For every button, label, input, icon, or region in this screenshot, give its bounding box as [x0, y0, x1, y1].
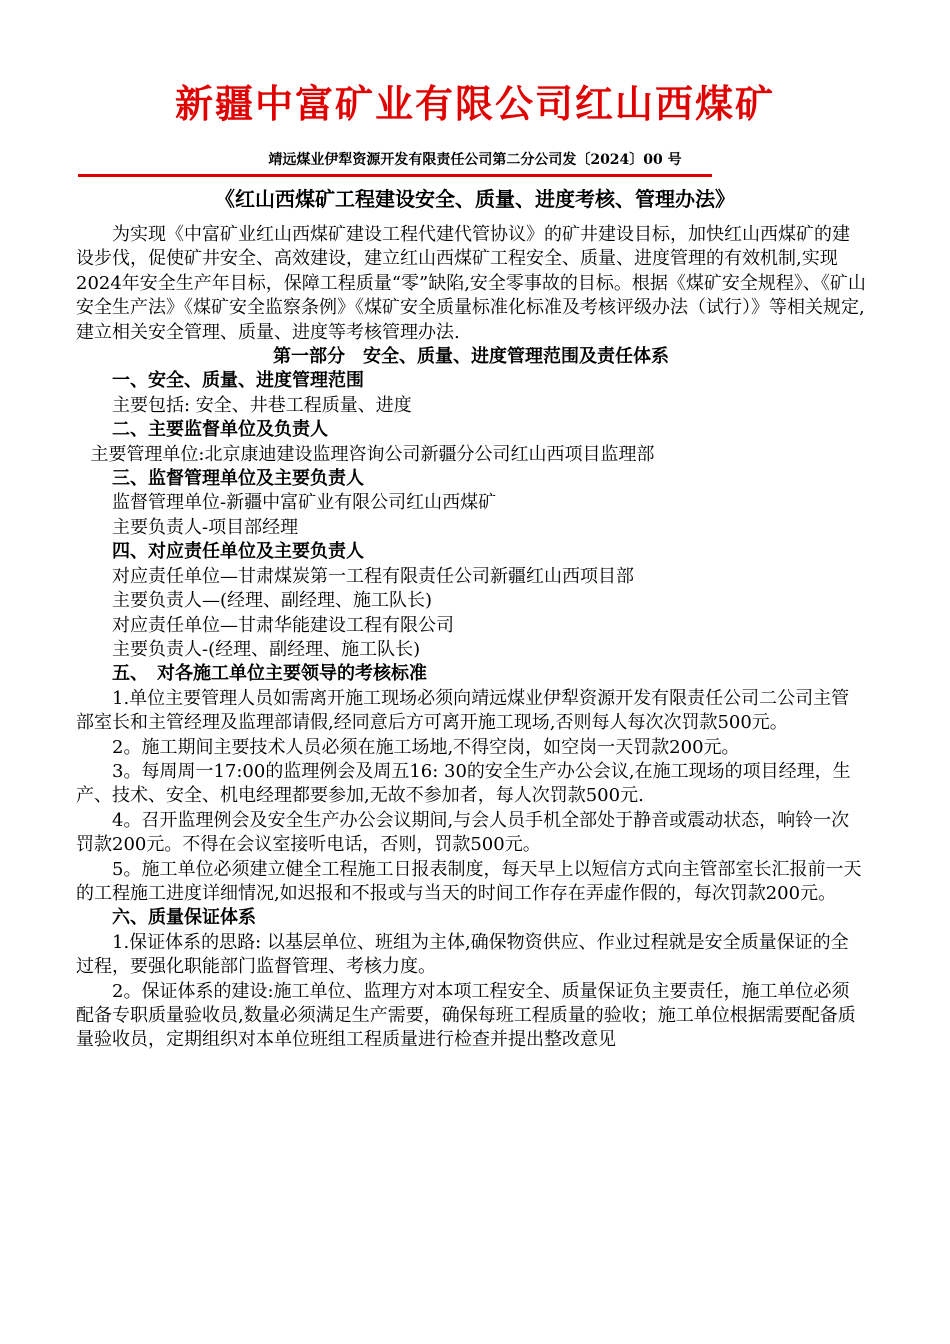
- intro-paragraph: 为实现《中富矿业红山西煤矿建设工程代建代管协议》的矿井建设目标，加快红山西煤矿的建设步伐，促使矿井安全、高效建设，建立红山西煤矿工程安全、质量、进度管理的有效机制,实现2024年安全生产年目标，保障工程质量“零”缺陷,安全零事故的目标。根据《煤矿安全规程》、《矿山安全生产法》《煤矿安全监察条例》《煤矿安全质量标准化标准及考核评级办法（试行）》等相关规定,建立相关安全管理、质量、进度等考核管理办法.: [76, 224, 866, 343]
- part1-heading: 第一部分 安全、质量、进度管理范围及责任体系: [273, 346, 669, 368]
- document-body: [76, 223, 866, 1053]
- section5-item: 2。施工期间主要技术人员必须在施工场地,不得空岗，如空岗一天罚款200元。: [112, 736, 740, 758]
- document-number: 靖远煤业伊犁资源开发有限责任公司第二分公司发〔2024〕00 号: [268, 152, 682, 168]
- document-title: 《红山西煤矿工程建设安全、质量、进度考核、管理办法》: [215, 187, 735, 211]
- section5-item: 5。施工单位必须建立健全工程施工日报表制度，每天早上以短信方式向主管部室长汇报前一天的工程施工进度详细情况,如迟报和不报或与当天的时间工作存在弄虚作假的，每次罚款200元。: [76, 858, 862, 904]
- section5-item: 3。每周周一17:00的监理例会及周五16: 30的安全生产办公会议,在施工现场的项目经理，生产、技术、安全、机电经理都要参加,无故不参加者，每人次罚款500元.: [76, 760, 851, 807]
- section2-text: 主要管理单位:北京康迪建设监理咨询公司新疆分公司红山西项目监理部: [90, 443, 655, 465]
- section4-line4: 主要负责人-(经理、副经理、施工队长): [112, 638, 421, 660]
- section3-heading: 三、监督管理单位及主要负责人: [112, 468, 364, 490]
- section4-line1: 对应责任单位—甘肃煤炭第一工程有限责任公司新疆红山西项目部: [112, 565, 634, 587]
- section2-heading: 二、主要监督单位及负责人: [112, 419, 328, 441]
- red-divider-line: [78, 174, 712, 177]
- section6-item: 2。保证体系的建设:施工单位、监理方对本项工程安全、质量保证负主要责任，施工单位必须配备专职质量验收员,数量必须满足生产需要，确保每班工程质量的验收；施工单位根据需要配备质量验收员，定期组织对本单位班组工程质量进行检查并提出整改意见: [76, 980, 856, 1051]
- section5-item: 1.单位主要管理人员如需离开施工现场必须向靖远煤业伊犁资源开发有限责任公司二公司主管部室长和主管经理及监理部请假,经同意后方可离开施工现场,否则每人每次次罚款500元。: [76, 687, 850, 734]
- section4-heading: 四、对应责任单位及主要负责人: [112, 541, 364, 563]
- section5-item: 4。召开监理例会及安全生产办公会议期间,与会人员手机全部处于静音或震动状态，响铃一次罚款200元。不得在会议室接听电话，否则，罚款500元。: [76, 809, 850, 856]
- section3-line2: 主要负责人-项目部经理: [112, 516, 299, 538]
- section5-heading: 五、 对各施工单位主要领导的考核标准: [112, 663, 427, 685]
- section1-text: 主要包括: 安全、井巷工程质量、进度: [112, 394, 412, 416]
- section6-heading: 六、质量保证体系: [112, 907, 256, 929]
- company-title: 新疆中富矿业有限公司红山西煤矿: [174, 81, 775, 126]
- section3-line1: 监督管理单位-新疆中富矿业有限公司红山西煤矿: [112, 492, 497, 514]
- section1-heading: 一、安全、质量、进度管理范围: [112, 370, 364, 392]
- section4-line2: 主要负责人—(经理、副经理、施工队长): [112, 590, 433, 612]
- section6-item: 1.保证体系的思路: 以基层单位、班组为主体,确保物资供应、作业过程就是安全质量保证的全过程，要强化职能部门监督管理、考核力度。: [76, 931, 849, 978]
- section4-line3: 对应责任单位—甘肃华能建设工程有限公司: [112, 614, 454, 636]
